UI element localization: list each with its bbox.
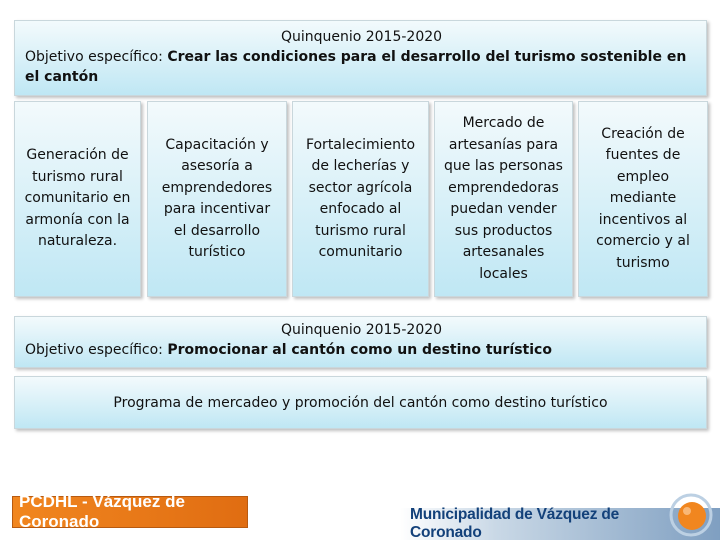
action-text-5: Creación de fuentes de empleo mediante incentivos al comercio y al turismo	[596, 125, 690, 271]
footer-right-text: Municipalidad de Vázquez de Coronado	[410, 506, 620, 541]
objective-2-text: Promocionar al cantón como un destino turístico	[167, 342, 552, 358]
action-text-1: Generación de turismo rural comunitario en armonía con la naturaleza.	[24, 147, 131, 250]
municipality-logo-icon	[668, 492, 714, 538]
objective-1-text: Crear las condiciones para el desarrollo del turismo sostenible en el cantón	[25, 49, 687, 85]
objective-2-box	[14, 316, 707, 368]
action-box-5	[578, 101, 708, 297]
objective-2-statement	[25, 340, 698, 360]
objective-1-box	[14, 20, 707, 96]
action-text-2: Capacitación y asesoría a emprendedores para incentivar el desarrollo turístico	[161, 136, 273, 260]
action-box-4	[434, 101, 573, 297]
objective-1-statement	[25, 47, 698, 87]
footer-left-text: PCDHL - Vázquez de Coronado	[19, 492, 185, 531]
action-text-3: Fortalecimiento de lecherías y sector agrícola enfocado al turismo rural comunitario	[305, 136, 416, 260]
objective-1-period: Quinquenio 2015-2020	[280, 29, 443, 45]
objective-2-label: Objetivo específico:	[25, 342, 163, 358]
action-text-4: Mercado de artesanías para que las personas emprendedoras puedan vender sus productos artesanales locales	[444, 115, 563, 282]
program-box	[14, 376, 707, 429]
action-box-3	[292, 101, 429, 297]
objective-2-period: Quinquenio 2015-2020	[280, 322, 443, 338]
footer-left-brand	[12, 492, 248, 531]
footer-right-brand	[410, 506, 665, 541]
objective-1-label: Objetivo específico:	[25, 49, 163, 65]
action-box-2	[147, 101, 287, 297]
program-text: Programa de mercadeo y promoción del cantón como destino turístico	[113, 394, 608, 411]
action-box-1	[14, 101, 141, 297]
